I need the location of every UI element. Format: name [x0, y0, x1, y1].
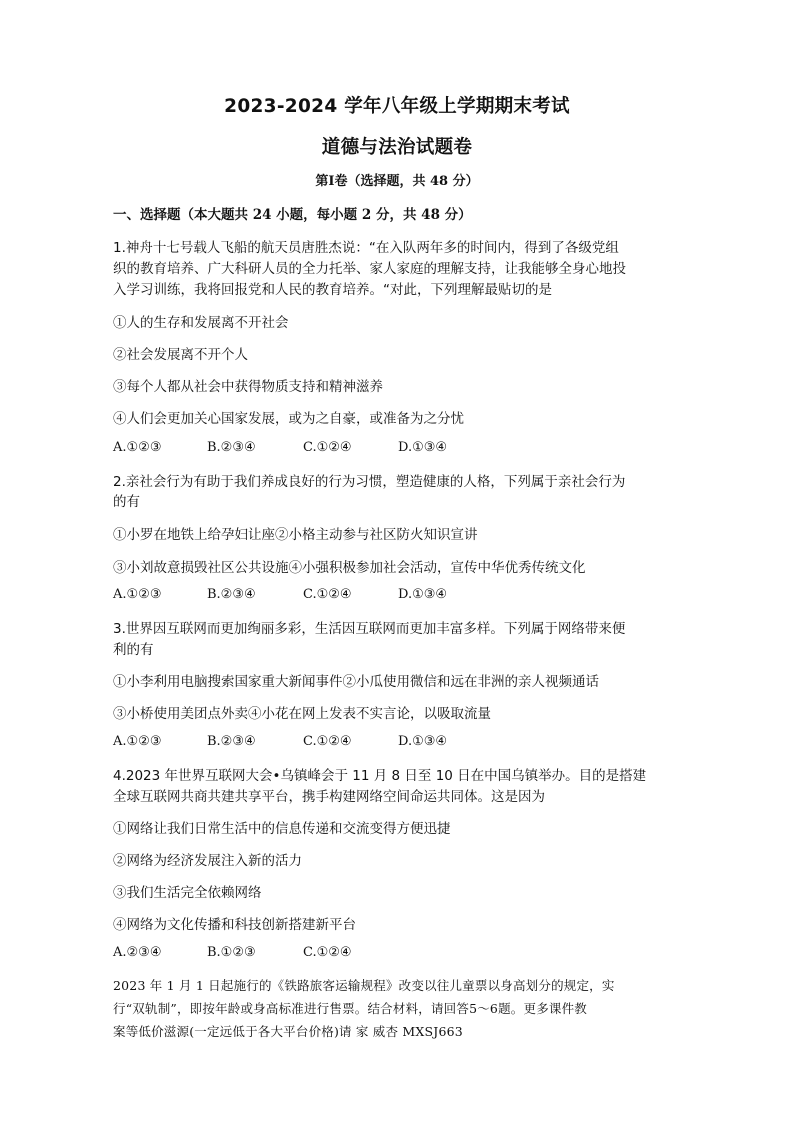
q1-item-4: ④人们会更加关心国家发展，或为之自豪，或准备为之分忧 [113, 411, 464, 427]
material-line-1: 2023 年 1 月 1 日起施行的《铁路旅客运输规程》改变以往儿童票以身高划分的规定，实 [113, 978, 615, 993]
q3-option-c[interactable]: C.①②④ [303, 734, 352, 749]
q2-option-a[interactable]: A.①②③ [113, 587, 162, 602]
q1-stem-line-1: 1.神舟十七号载人飞船的航天员唐胜杰说：“在入队两年多的时间内，得到了各级党组 [113, 240, 619, 256]
q4-item-2: ②网络为经济发展注入新的活力 [113, 853, 302, 869]
q4-stem-line-2: 全球互联网共商共建共享平台，携手构建网络空间命运共同体。这是因为 [113, 789, 545, 805]
q3-option-b[interactable]: B.②③④ [207, 734, 256, 749]
q2-item-1: ①小罗在地铁上给孕妇让座②小格主动参与社区防火知识宣讲 [113, 527, 478, 543]
q4-option-a[interactable]: A.②③④ [113, 945, 162, 960]
part-heading: 第Ⅰ卷（选择题，共 48 分） [315, 174, 479, 189]
material-line-3: 案等低价滋源(一定远低于各大平台价格)请 家 威杏 MXSJ663 [113, 1024, 463, 1039]
q3-stem-line-2: 利的有 [113, 642, 154, 658]
material-line-2: 行“双轨制”，即按年龄或身高标准进行售票。结合材料，请回答5～6题。更多课件教 [113, 1001, 587, 1016]
exam-title: 2023-2024 学年八年级上学期期末考试 [224, 96, 570, 117]
q1-option-d[interactable]: D.①③④ [398, 440, 448, 455]
q3-stem-line-1: 3.世界因互联网而更加绚丽多彩，生活因互联网而更加丰富多样。下列属于网络带来便 [113, 621, 626, 637]
q1-stem-line-2: 织的教育培养、广大科研人员的全力托举、家人家庭的理解支持，让我能够全身心地投 [113, 261, 626, 277]
section-heading: 一、选择题（本大题共 24 小题，每小题 2 分，共 48 分） [113, 207, 472, 223]
q3-option-a[interactable]: A.①②③ [113, 734, 162, 749]
q1-stem-line-3: 入学习训练，我将回报党和人民的教育培养。“对此，下列理解最贴切的是 [113, 282, 552, 298]
q2-stem-line-1: 2.亲社会行为有助于我们养成良好的行为习惯，塑造健康的人格，下列属于亲社会行为 [113, 474, 626, 490]
q3-option-d[interactable]: D.①③④ [398, 734, 448, 749]
q2-item-2: ③小刘故意损毁社区公共设施④小强积极参加社会活动，宣传中华优秀传统文化 [113, 560, 586, 576]
q1-item-2: ②社会发展离不开个人 [113, 347, 248, 363]
q1-option-a[interactable]: A.①②③ [113, 440, 162, 455]
q4-stem-line-1: 4.2023 年世界互联网大会•乌镇峰会于 11 月 8 日至 10 日在中国乌镇举办。目的是搭建 [113, 768, 647, 784]
q2-option-d[interactable]: D.①③④ [398, 587, 448, 602]
q4-item-4: ④网络为文化传播和科技创新搭建新平台 [113, 917, 356, 933]
q1-item-3: ③每个人都从社会中获得物质支持和精神滋养 [113, 379, 383, 395]
q2-option-b[interactable]: B.②③④ [207, 587, 256, 602]
q1-item-1: ①人的生存和发展离不开社会 [113, 315, 289, 331]
q2-stem-line-2: 的有 [113, 494, 140, 510]
q1-option-c[interactable]: C.①②④ [303, 440, 352, 455]
q1-option-b[interactable]: B.②③④ [207, 440, 256, 455]
exam-subtitle: 道德与法治试题卷 [321, 137, 473, 158]
q3-item-2: ③小桥使用美团点外卖④小花在网上发表不实言论，以吸取流量 [113, 706, 491, 722]
q4-option-c[interactable]: C.①②④ [303, 945, 352, 960]
q4-item-3: ③我们生活完全依赖网络 [113, 885, 262, 901]
q4-option-b[interactable]: B.①②③ [207, 945, 256, 960]
q2-option-c[interactable]: C.①②④ [303, 587, 352, 602]
q4-item-1: ①网络让我们日常生活中的信息传递和交流变得方便迅捷 [113, 821, 451, 837]
q3-item-1: ①小李利用电脑搜索国家重大新闻事件②小瓜使用微信和远在非洲的亲人视频通话 [113, 674, 599, 690]
